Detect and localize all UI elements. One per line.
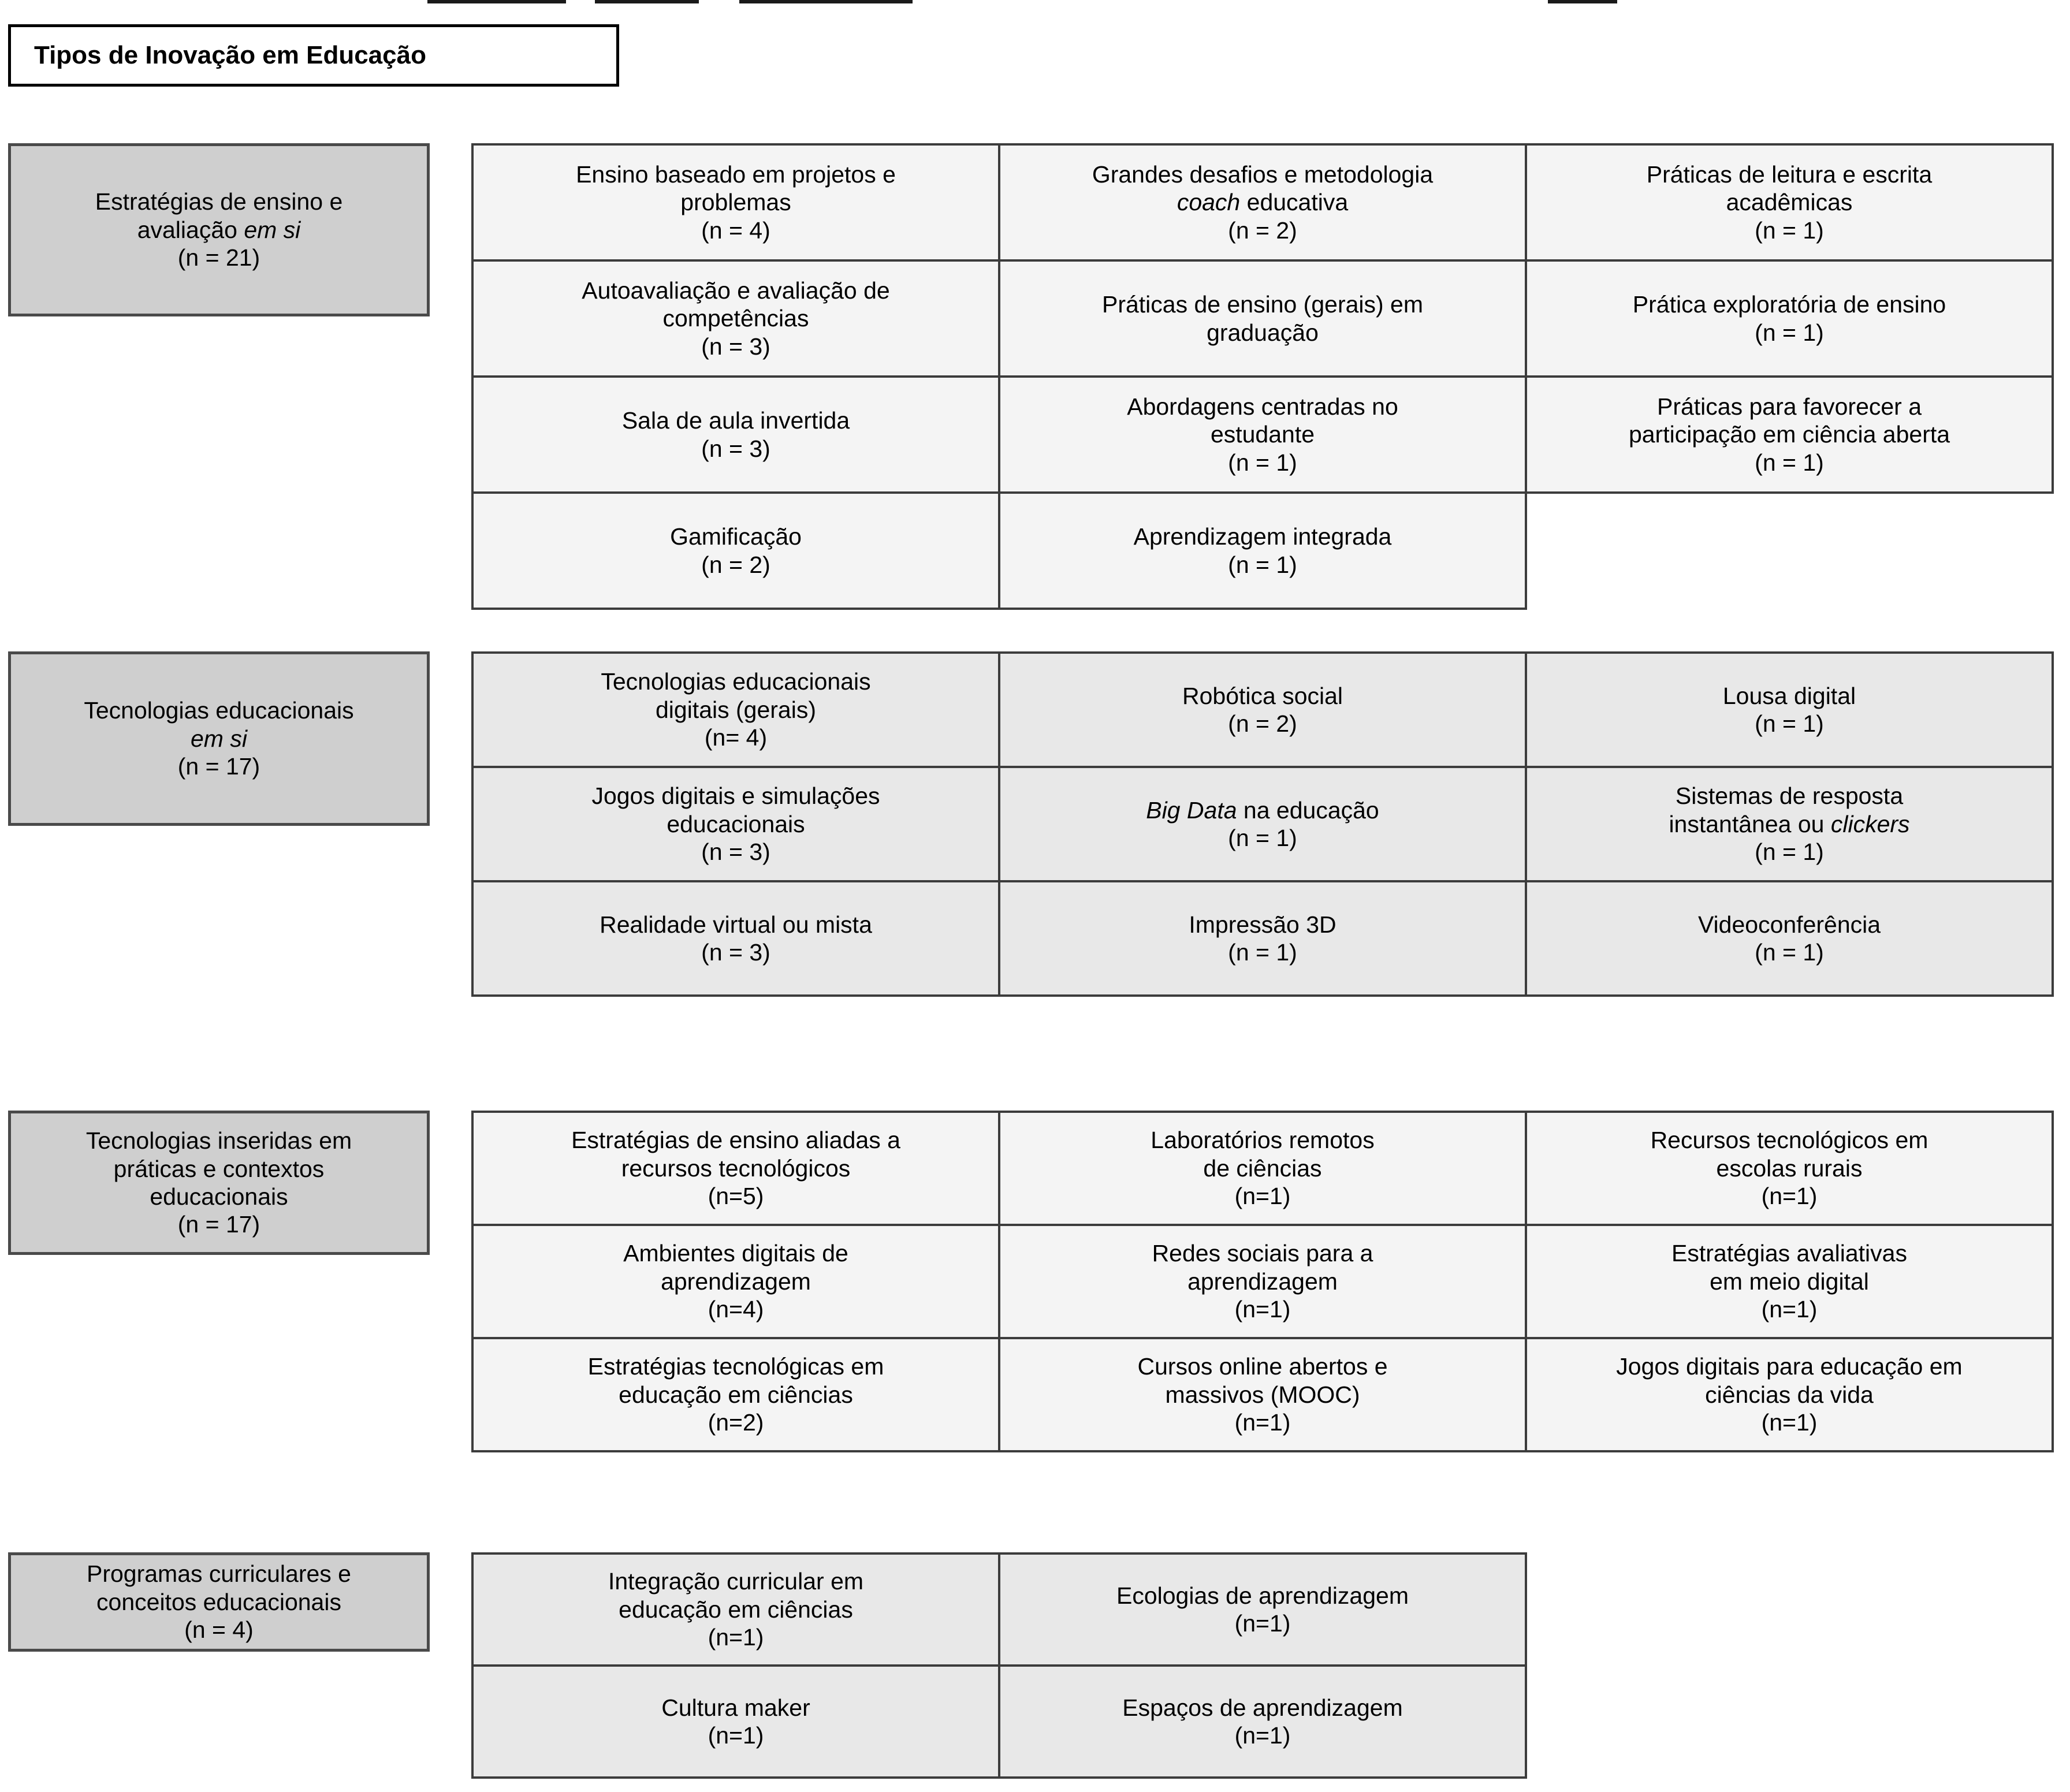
item-text: Cultura maker (n=1)	[661, 1694, 810, 1749]
item-card	[471, 1664, 1000, 1779]
item-card	[471, 880, 1000, 997]
item-card	[471, 1224, 1000, 1339]
item-text: Impressão 3D (n = 1)	[1189, 911, 1336, 966]
item-grid-programas-curriculares	[474, 1552, 1533, 1776]
diagram-title: Tipos de Inovação em Educação	[34, 40, 426, 69]
item-card	[471, 766, 1000, 882]
category-text: Tecnologias educacionais em si (n = 17)	[84, 697, 354, 780]
item-text: Práticas de leitura e escrita acadêmicas (n = 1)	[1646, 161, 1933, 244]
item-grid-tecnologias-inseridas	[474, 1111, 2062, 1450]
item-text: Autoavaliação e avaliação de competências (n = 3)	[582, 277, 890, 360]
item-card	[998, 1664, 1527, 1779]
item-text: Gamificação (n = 2)	[670, 523, 802, 578]
item-card	[471, 491, 1000, 610]
item-text: Estratégias avaliativas em meio digital (n=1)	[1671, 1240, 1907, 1323]
item-card	[998, 1224, 1527, 1339]
item-card	[471, 1337, 1000, 1452]
item-card	[1525, 143, 2054, 262]
cropped-header-artifact	[0, 0, 2070, 8]
item-text: Grandes desafios e metodologia coach educativa (n = 2)	[1092, 161, 1434, 244]
item-text: Jogos digitais e simulações educacionais (n = 3)	[591, 783, 880, 866]
item-text: Estratégias tecnológicas em educação em ciências (n=2)	[587, 1353, 884, 1436]
category-label-estrategias-ensino-avaliacao	[8, 143, 430, 316]
item-text: Jogos digitais para educação em ciências da vida (n=1)	[1616, 1353, 1963, 1436]
item-text: Laboratórios remotos de ciências (n=1)	[1151, 1127, 1375, 1210]
item-text: Integração curricular em educação em ciências (n=1)	[608, 1568, 864, 1651]
item-text: Ensino baseado em projetos e problemas (n = 4)	[576, 161, 896, 244]
item-card	[1525, 375, 2054, 494]
category-label-programas-curriculares-conceitos	[8, 1552, 430, 1652]
item-card	[471, 1111, 1000, 1226]
item-card	[1525, 1224, 2054, 1339]
item-card	[1525, 766, 2054, 882]
item-card	[471, 651, 1000, 768]
item-text: Cursos online abertos e massivos (MOOC) (n=1)	[1137, 1353, 1388, 1436]
item-card	[998, 259, 1527, 378]
item-card	[1525, 1111, 2054, 1226]
category-label-tecnologias-educacionais-em-si	[8, 651, 430, 826]
item-card	[998, 651, 1527, 768]
item-card	[998, 491, 1527, 610]
item-text: Prática exploratória de ensino (n = 1)	[1632, 291, 1946, 346]
item-text: Videoconferência (n = 1)	[1697, 911, 1881, 966]
item-card	[471, 259, 1000, 378]
item-text: Espaços de aprendizagem (n=1)	[1122, 1694, 1403, 1749]
item-text: Aprendizagem integrada (n = 1)	[1133, 523, 1392, 578]
item-card	[998, 1337, 1527, 1452]
item-card	[1525, 1337, 2054, 1452]
item-text: Sala de aula invertida (n = 3)	[621, 407, 850, 462]
diagram-title-box	[8, 24, 619, 87]
item-text: Abordagens centradas no estudante (n = 1)	[1127, 393, 1398, 476]
item-text: Ambientes digitais de aprendizagem (n=4)	[623, 1240, 848, 1323]
item-text: Sistemas de resposta instantânea ou clickers (n = 1)	[1669, 783, 1910, 866]
item-text: Lousa digital (n = 1)	[1722, 682, 1856, 737]
category-label-tecnologias-inseridas-praticas	[8, 1111, 430, 1255]
item-grid-tecnologias-em-si	[474, 651, 2062, 994]
item-text: Estratégias de ensino aliadas a recursos tecnológicos (n=5)	[571, 1127, 900, 1210]
item-card	[998, 375, 1527, 494]
item-card	[1525, 651, 2054, 768]
item-text: Práticas para favorecer a participação em ciência aberta (n = 1)	[1628, 393, 1950, 476]
category-text: Programas curriculares e conceitos educacionais (n = 4)	[87, 1560, 351, 1644]
item-card	[998, 1552, 1527, 1667]
item-card	[1525, 880, 2054, 997]
item-text: Recursos tecnológicos em escolas rurais (n=1)	[1650, 1127, 1928, 1210]
item-text: Práticas de ensino (gerais) em graduação	[1101, 291, 1424, 346]
category-text: Tecnologias inseridas em práticas e contextos educacionais (n = 17)	[85, 1127, 352, 1238]
item-text: Tecnologias educacionais digitais (gerais) (n= 4)	[601, 668, 871, 751]
item-card	[998, 143, 1527, 262]
item-card	[998, 766, 1527, 882]
item-card	[471, 1552, 1000, 1667]
item-card-empty	[1525, 491, 2054, 610]
item-text: Redes sociais para a aprendizagem (n=1)	[1152, 1240, 1373, 1323]
item-card	[998, 1111, 1527, 1226]
item-text: Big Data na educação (n = 1)	[1146, 796, 1379, 851]
item-text: Realidade virtual ou mista (n = 3)	[600, 911, 872, 966]
item-card	[471, 375, 1000, 494]
item-text: Robótica social (n = 2)	[1182, 682, 1343, 737]
item-text: Ecologias de aprendizagem (n=1)	[1116, 1582, 1409, 1637]
item-card	[1525, 259, 2054, 378]
category-text: Estratégias de ensino e avaliação em si (n = 21)	[95, 188, 343, 271]
item-card	[471, 143, 1000, 262]
item-card	[998, 880, 1527, 997]
item-grid-estrategias	[474, 143, 2062, 608]
